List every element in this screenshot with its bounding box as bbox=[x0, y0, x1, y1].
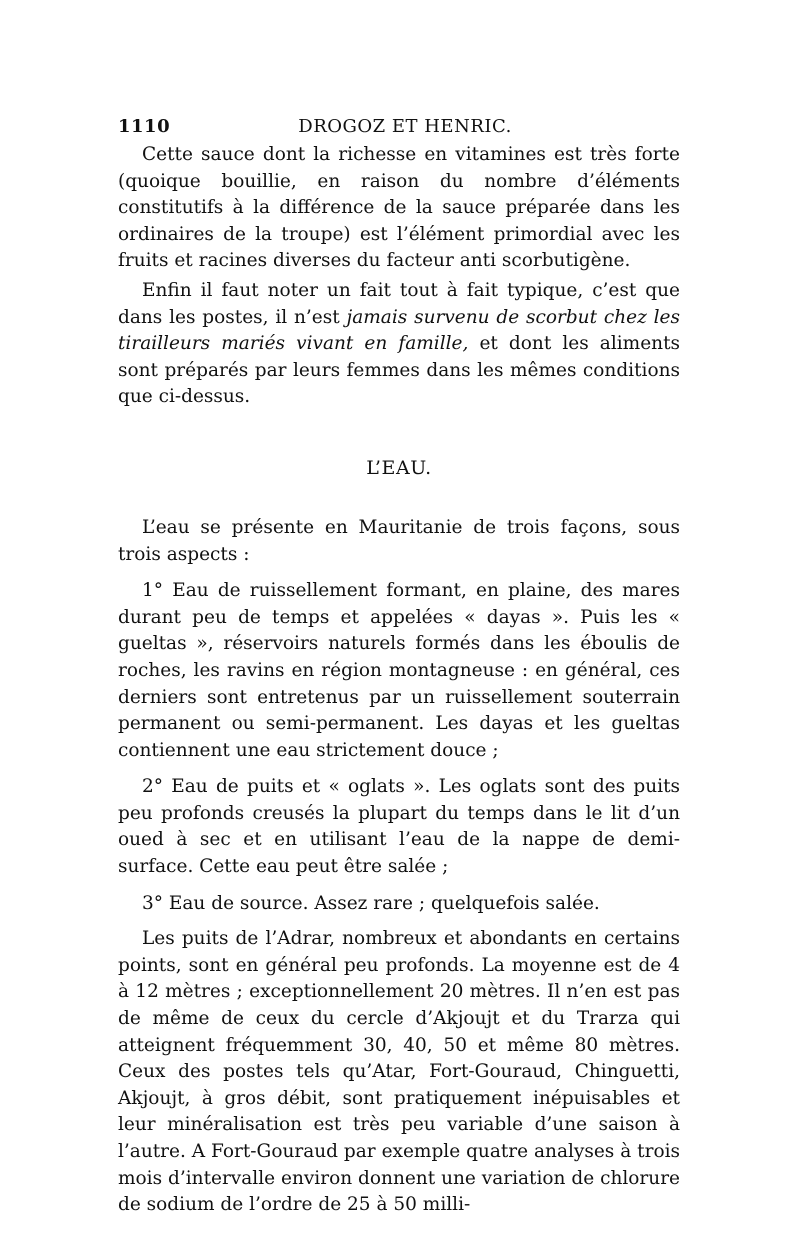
section-heading: L’EAU. bbox=[366, 456, 432, 479]
paragraph-scurvy-emphasis: jamais survenu de scorbut chez les tirailleurs mariés vivant en famille, bbox=[118, 306, 680, 355]
list-item-runoff-water: 1° Eau de ruissellement formant, en plaine, des mares durant peu de temps et appelées « dayas ». Puis les « gueltas », réservoirs naturels formés dans les éboulis de roches, les ravins en région montagneuse : en général, ces derniers sont entretenus par un ruissellement souterrain permanent ou semi-permanent. Les dayas et les gueltas contiennent une eau strictement douce ; bbox=[118, 580, 680, 761]
paragraph-scurvy bbox=[118, 278, 680, 411]
book-page bbox=[118, 112, 680, 1219]
paragraph-sauce: Cette sauce dont la richesse en vitamines est très forte (quoique bouillie, en raison du nombre d’éléments constitutifs à la différence de la sauce préparée dans les ordinaires de la troupe) est l’élément primordial avec les fruits et racines diverses du facteur anti scorbutigène. bbox=[118, 144, 680, 272]
paragraph-scurvy-end: et dont les aliments sont préparés par leurs femmes dans les mêmes conditions que ci-dessus. bbox=[118, 333, 681, 408]
paragraph-scurvy-start: Enfin il faut noter un fait tout à fait typique, c’est que dans les postes, il n’est bbox=[118, 279, 680, 328]
list-item-well-water: 2° Eau de puits et « oglats ». Les oglats sont des puits peu profonds creusés la plupart du temps dans le lit d’un oued à sec et en utilisant l’eau de la nappe de demi-surface. Cette eau peut être salée ; bbox=[118, 776, 680, 878]
page-number: 1110 bbox=[118, 116, 171, 137]
body-text bbox=[118, 142, 680, 1219]
running-title: DROGOZ ET HENRIC. bbox=[298, 116, 512, 137]
paragraph-adrar-wells: Les puits de l’Adrar, nombreux et abondants en certains points, sont en général peu profonds. La moyenne est de 4 à 12 mètres ; exceptionnellement 20 mètres. Il n’en est pas de même de ceux du cercle d’Akjoujt et du Trarza qui atteignent fréquemment 30, 40, 50 et même 80 mètres. Ceux des postes tels qu’Atar, Fort-Gouraud, Chinguetti, Akjoujt, à gros débit, sont pratiquement inépuisables et leur minéralisation est très peu variable d’une saison à l’autre. A Fort-Gouraud par exemple quatre analyses à trois mois d’intervalle environ donnent une variation de chlorure de sodium de l’ordre de 25 à 50 milli- bbox=[118, 928, 680, 1216]
paragraph-water-intro: L’eau se présente en Mauritanie de trois façons, sous trois aspects : bbox=[118, 516, 680, 565]
list-item-spring-water: 3° Eau de source. Assez rare ; quelquefois salée. bbox=[142, 892, 600, 914]
running-header bbox=[118, 112, 680, 142]
